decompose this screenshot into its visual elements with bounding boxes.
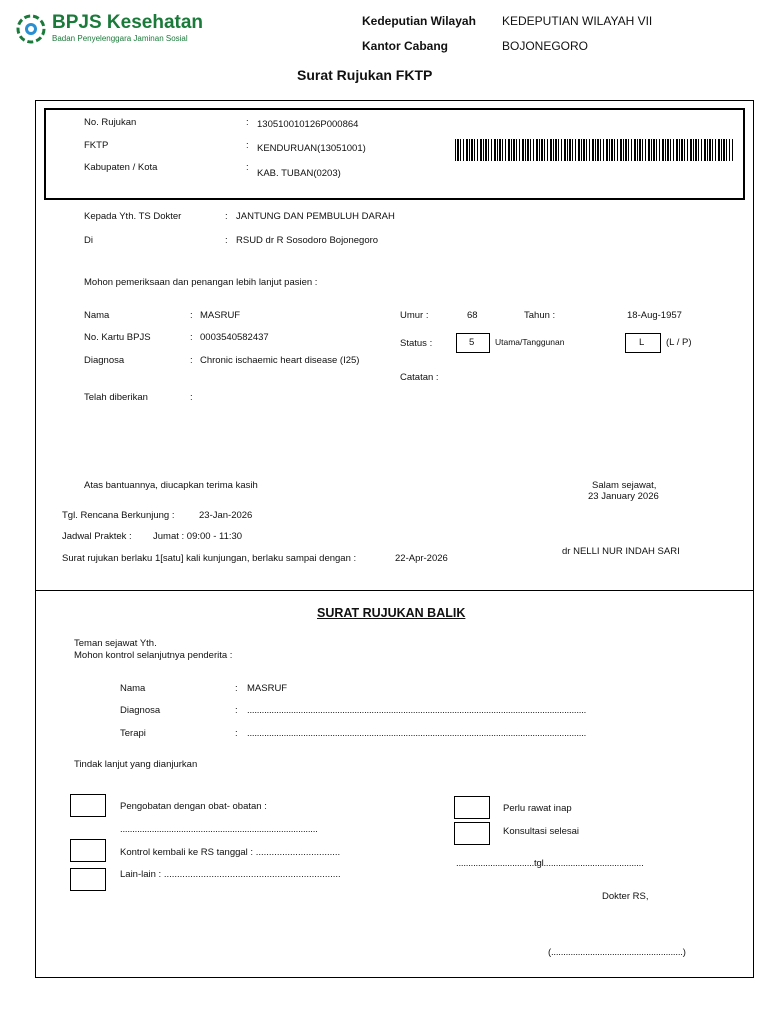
sign-date: 23 January 2026 <box>588 491 659 502</box>
diagnosa-colon: : <box>190 355 193 366</box>
lain-checkbox[interactable] <box>70 868 106 891</box>
pengobatan-dots: ................................................................................. <box>120 824 318 835</box>
catatan-label: Catatan : <box>400 372 439 383</box>
logo-sub-text: Badan Penyelenggara Jaminan Sosial <box>52 34 188 43</box>
kepada-colon: : <box>225 211 228 222</box>
status-desc: Utama/Tanggunan <box>495 337 565 347</box>
kantor-label: Kantor Cabang <box>362 39 449 53</box>
gender-desc: (L / P) <box>666 337 692 348</box>
kabupaten-value: KAB. TUBAN(0203) <box>257 168 341 179</box>
rawat-inap-checkbox[interactable] <box>454 796 490 819</box>
nama-label: Nama <box>84 310 110 321</box>
kedeputian-label: Kedeputian Wilayah <box>362 14 476 28</box>
di-colon: : <box>225 235 228 246</box>
balik-title: SURAT RUJUKAN BALIK <box>317 606 466 620</box>
jadwal-value: Jumat : 09:00 - 11:30 <box>153 531 243 542</box>
kepada-label: Kepada Yth. TS Dokter <box>84 211 182 222</box>
balik-terapi-colon: : <box>235 728 238 739</box>
logo-main-text: BPJS Kesehatan <box>52 12 204 33</box>
pengobatan-text: Pengobatan dengan obat- obatan : <box>120 801 267 812</box>
pengobatan-checkbox[interactable] <box>70 794 106 817</box>
bpjs-logo <box>14 12 204 46</box>
fktp-label: FKTP <box>84 140 109 151</box>
salam-text: Salam sejawat, <box>592 480 657 491</box>
di-label: Di <box>84 235 93 246</box>
no-rujukan-label: No. Rujukan <box>84 117 137 128</box>
balik-diagnosa-colon: : <box>235 705 238 716</box>
balik-nama-value: MASRUF <box>247 683 288 694</box>
jadwal-label: Jadwal Praktek : <box>62 531 132 542</box>
teman-text: Teman sejawat Yth. <box>74 638 157 649</box>
no-rujukan-value: 130510010126P000864 <box>257 119 359 130</box>
diagnosa-label: Diagnosa <box>84 355 125 366</box>
balik-terapi-label: Terapi <box>120 728 146 739</box>
balik-terapi-dots: ........................................................................................................................................... <box>247 728 587 739</box>
kontrol-checkbox[interactable] <box>70 839 106 862</box>
kartu-value: 0003540582437 <box>200 332 269 343</box>
status-label: Status : <box>400 338 433 349</box>
konsultasi-text: Konsultasi selesai <box>503 826 580 837</box>
tahun-label: Tahun : <box>524 310 556 321</box>
kartu-label: No. Kartu BPJS <box>84 332 151 343</box>
kabupaten-colon: : <box>246 162 249 173</box>
bpjs-logo-icon <box>16 14 46 44</box>
tindak-text: Tindak lanjut yang dianjurkan <box>74 759 198 770</box>
no-rujukan-colon: : <box>246 117 249 128</box>
status-value: 5 <box>469 337 475 348</box>
diagnosa-value: Chronic ischaemic heart disease (I25) <box>200 355 360 366</box>
fktp-colon: : <box>246 140 249 151</box>
kedeputian-value: KEDEPUTIAN WILAYAH VII <box>502 14 653 28</box>
nama-value: MASRUF <box>200 310 241 321</box>
rencana-label: Tgl. Rencana Berkunjung : <box>62 510 175 521</box>
doctor-name: dr NELLI NUR INDAH SARI <box>562 546 680 557</box>
page-title: Surat Rujukan FKTP <box>297 67 433 83</box>
mohon-text: Mohon pemeriksaan dan penangan lebih lanjut pasien : <box>84 277 318 288</box>
balik-mohon: Mohon kontrol selanjutnya penderita : <box>74 650 233 661</box>
konsultasi-checkbox[interactable] <box>454 822 490 845</box>
nama-colon: : <box>190 310 193 321</box>
tahun-value: 18-Aug-1957 <box>627 310 682 321</box>
kepada-value: JANTUNG DAN PEMBULUH DARAH <box>236 211 395 222</box>
rencana-value: 23-Jan-2026 <box>199 510 253 521</box>
telah-label: Telah diberikan <box>84 392 148 403</box>
telah-colon: : <box>190 392 193 403</box>
berlaku-label: Surat rujukan berlaku 1[satu] kali kunjungan, berlaku sampai dengan : <box>62 553 357 564</box>
barcode <box>455 139 733 161</box>
lain-text: Lain-lain : ................................................................... <box>120 869 341 880</box>
balik-nama-colon: : <box>235 683 238 694</box>
balik-diagnosa-label: Diagnosa <box>120 705 161 716</box>
dokter-rs-text: Dokter RS, <box>602 891 649 902</box>
thanks-text: Atas bantuannya, diucapkan terima kasih <box>84 480 258 491</box>
balik-nama-label: Nama <box>120 683 146 694</box>
berlaku-value: 22-Apr-2026 <box>395 553 448 564</box>
kabupaten-label: Kabupaten / Kota <box>84 162 158 173</box>
sign-line: (......................................................) <box>548 947 686 958</box>
section-divider <box>35 590 753 591</box>
fktp-value: KENDURUAN(13051001) <box>257 143 366 154</box>
kartu-colon: : <box>190 332 193 343</box>
balik-diagnosa-dots: ........................................................................................................................................... <box>247 705 587 716</box>
kantor-value: BOJONEGORO <box>502 39 589 53</box>
tgl-line: ................................tgl......................................... <box>456 858 644 869</box>
kontrol-text: Kontrol kembali ke RS tanggal : ................................ <box>120 847 341 858</box>
rawat-inap-text: Perlu rawat inap <box>503 803 572 814</box>
gender-value: L <box>639 337 645 348</box>
umur-label: Umur : <box>400 310 429 321</box>
di-value: RSUD dr R Sosodoro Bojonegoro <box>236 235 379 246</box>
umur-value: 68 <box>467 310 478 321</box>
